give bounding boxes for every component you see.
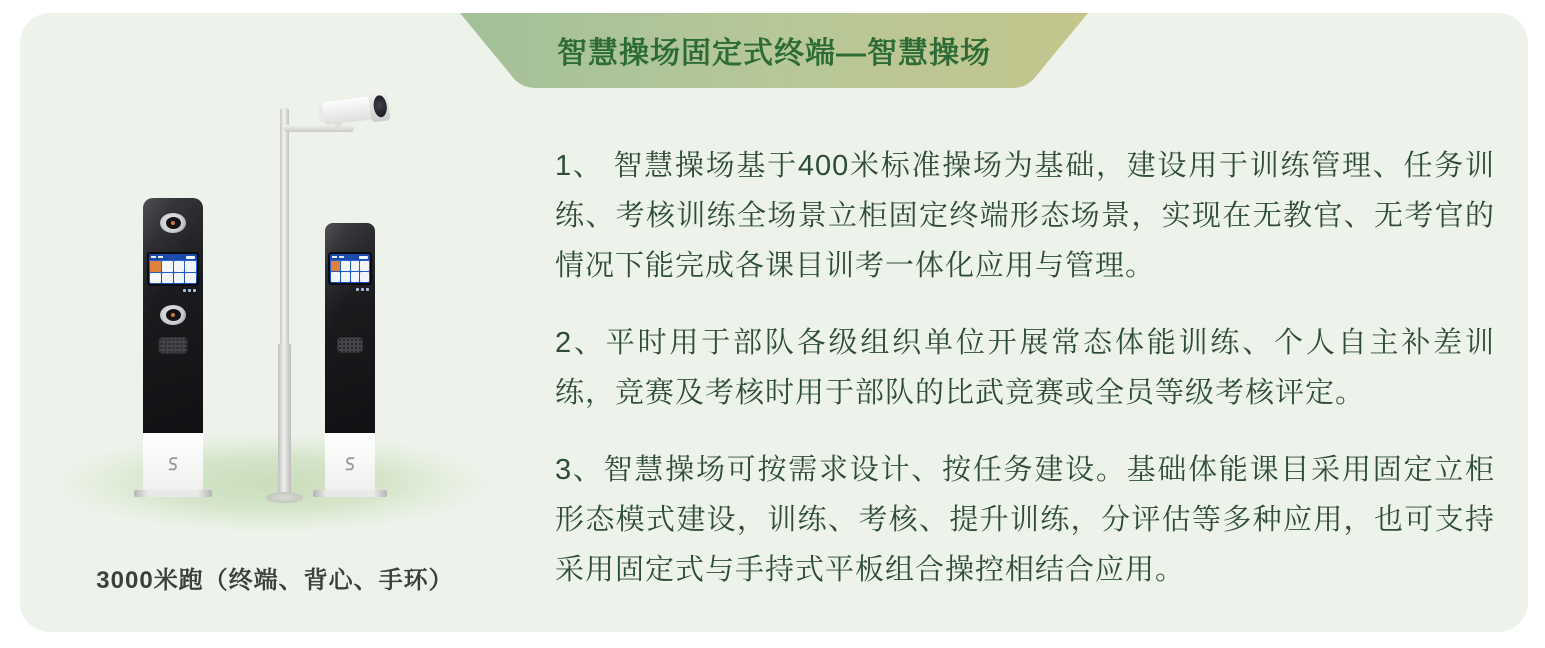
kiosk-screen-tiles xyxy=(330,260,370,283)
brand-logo-icon xyxy=(167,456,179,476)
bullet-camera-icon xyxy=(321,89,395,131)
kiosk-screen xyxy=(328,252,372,285)
ground-shadow xyxy=(55,433,490,533)
camera-pole-foot xyxy=(266,492,303,503)
feature-paragraph-2: 2、平时用于部队各级组织单位开展常态体能训练、个人自主补差训练，竞赛及考核时用于部队的比武竞赛或全员等级考核评定。 xyxy=(555,327,1495,409)
kiosk-base-plate xyxy=(313,490,387,497)
kiosk-base-plate xyxy=(134,490,212,497)
page-title: 智慧操场固定式终端—智慧操场 xyxy=(557,36,991,70)
slide-card xyxy=(20,13,1528,632)
kiosk-terminal-small xyxy=(325,223,375,497)
kiosk-screen xyxy=(147,252,199,286)
camera-pole-sleeve xyxy=(278,343,291,500)
kiosk-status-icons xyxy=(183,289,196,292)
kiosk-camera-icon xyxy=(160,305,186,325)
kiosk-terminal-large xyxy=(143,198,203,497)
feature-paragraph-3: 3、智慧操场可按需求设计、按任务建设。基础体能课目采用固定立柜形态模式建设，训练、考核、提升训练，分评估等多种应用，也可支持采用固定式与手持式平板组合操控相结合应用。 xyxy=(555,454,1495,586)
header-banner xyxy=(460,13,1088,88)
figure-caption: 3000米跑（终端、背心、手环） xyxy=(96,567,454,594)
brand-logo-icon xyxy=(344,456,356,476)
feature-paragraph-1: 1、 智慧操场基于400米标准操场为基础，建设用于训练管理、任务训练、考核训练全场景立柜固定终端形态场景，实现在无教官、无考官的情况下能完成各课目训考一体化应用与管理。 xyxy=(555,150,1495,282)
kiosk-status-icons xyxy=(356,288,369,291)
kiosk-speaker-grille xyxy=(159,337,188,354)
kiosk-camera-icon xyxy=(160,213,186,233)
kiosk-screen-tiles xyxy=(149,260,197,284)
kiosk-speaker-grille xyxy=(337,337,363,353)
description-column xyxy=(555,141,1495,595)
